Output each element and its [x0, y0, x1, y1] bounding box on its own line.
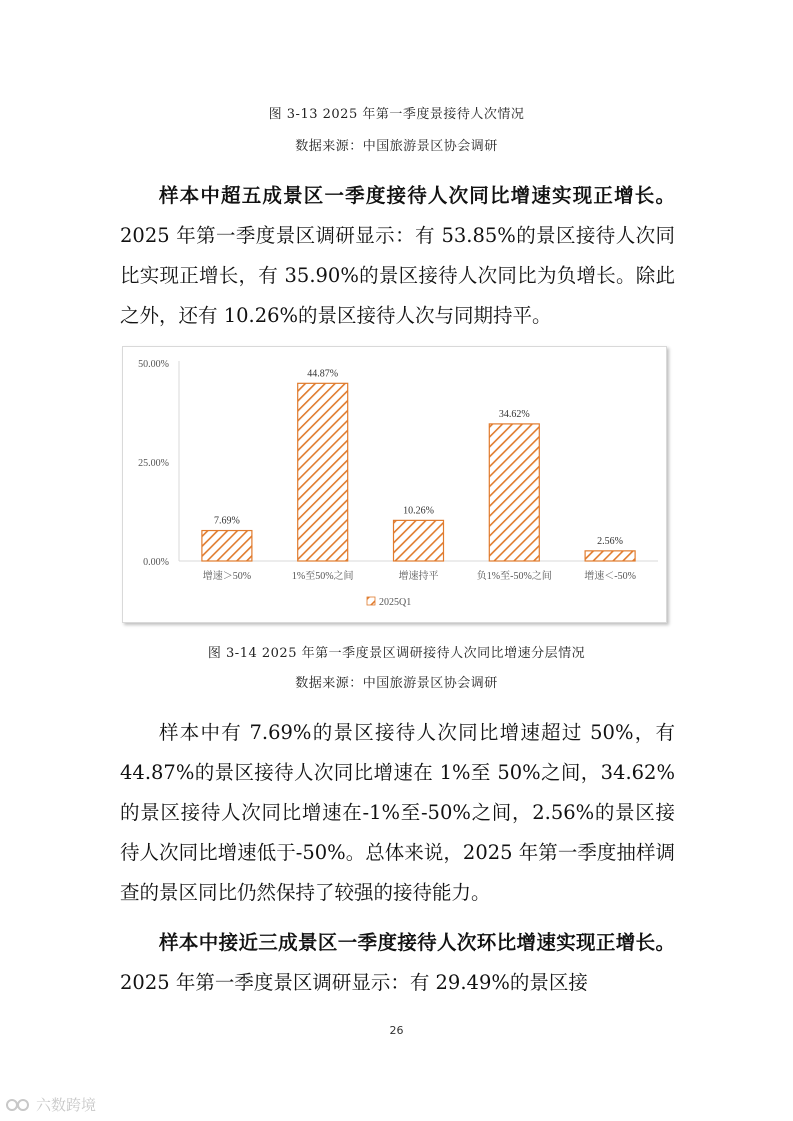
figure-14-caption: 图 3-14 2025 年第一季度景区调研接待人次同比增速分层情况: [207, 646, 586, 661]
data-label: 2.56%: [597, 535, 624, 547]
paragraph-2: 样本中有 7.69%的景区接待人次同比增速超过 50%，有 44.87%的景区接待人次同比增速在 1%至 50%之间，34.62%的景区接待人次同比增速在-1%至-50%之间，2.56%的景区接待人次同比增速低于-50%。总体来说，2025 年第一季度抽样调查的景区同比仍然保持了较强的接待能力。: [120, 721, 675, 904]
data-label: 7.69%: [213, 515, 240, 527]
paragraph-1: [120, 176, 675, 336]
y-tick-label: 25.00%: [138, 458, 169, 469]
x-tick-label: 负1%至-50%之间: [476, 571, 552, 582]
watermark-text: 六数跨境: [36, 1096, 97, 1114]
paragraph-3: [120, 923, 675, 1003]
y-tick-label: 0.00%: [143, 557, 169, 568]
y-tick-label: 50.00%: [138, 359, 169, 370]
paragraph-1-body: 2025 年第一季度景区调研显示：有 53.85%的景区接待人次同比实现正增长，有 35.90%的景区接待人次同比为负增长。除此之外，还有 10.26%的景区接待人次与同期持平。: [120, 224, 675, 327]
figure-14-source: 数据来源：中国旅游景区协会调研: [295, 676, 498, 691]
paragraph-3-body: 2025 年第一季度景区调研显示：有 29.49%的景区接: [120, 971, 588, 994]
figure-13-caption: 图 3-13 2025 年第一季度景接待人次情况: [268, 107, 525, 122]
bar: [202, 531, 252, 561]
data-label: 34.62%: [498, 408, 530, 420]
bar: [489, 424, 539, 561]
bar-chart: [123, 347, 666, 622]
x-tick-label: 增速＞50%: [202, 571, 252, 582]
paragraph-3-lead: 样本中接近三成景区一季度接待人次环比增速实现正增长。: [159, 931, 675, 954]
legend-swatch: [367, 597, 375, 605]
watermark: [6, 1094, 96, 1115]
data-label: 44.87%: [307, 368, 339, 380]
paragraph-1-lead: 样本中超五成景区一季度接待人次同比增速实现正增长。: [159, 184, 675, 207]
chart-container: [122, 346, 667, 623]
watermark-logo-icon: [6, 1097, 32, 1113]
bar: [585, 551, 635, 561]
bar: [298, 383, 348, 561]
legend-label: 2025Q1: [379, 597, 412, 608]
x-tick-label: 增速＜-50%: [584, 571, 636, 582]
data-label: 10.26%: [403, 505, 434, 517]
bar: [394, 520, 444, 561]
x-tick-label: 增速持平: [398, 571, 439, 582]
x-tick-label: 1%至50%之间: [291, 571, 354, 582]
figure-13-source: 数据来源：中国旅游景区协会调研: [295, 139, 498, 154]
page-number: 26: [389, 1024, 404, 1037]
